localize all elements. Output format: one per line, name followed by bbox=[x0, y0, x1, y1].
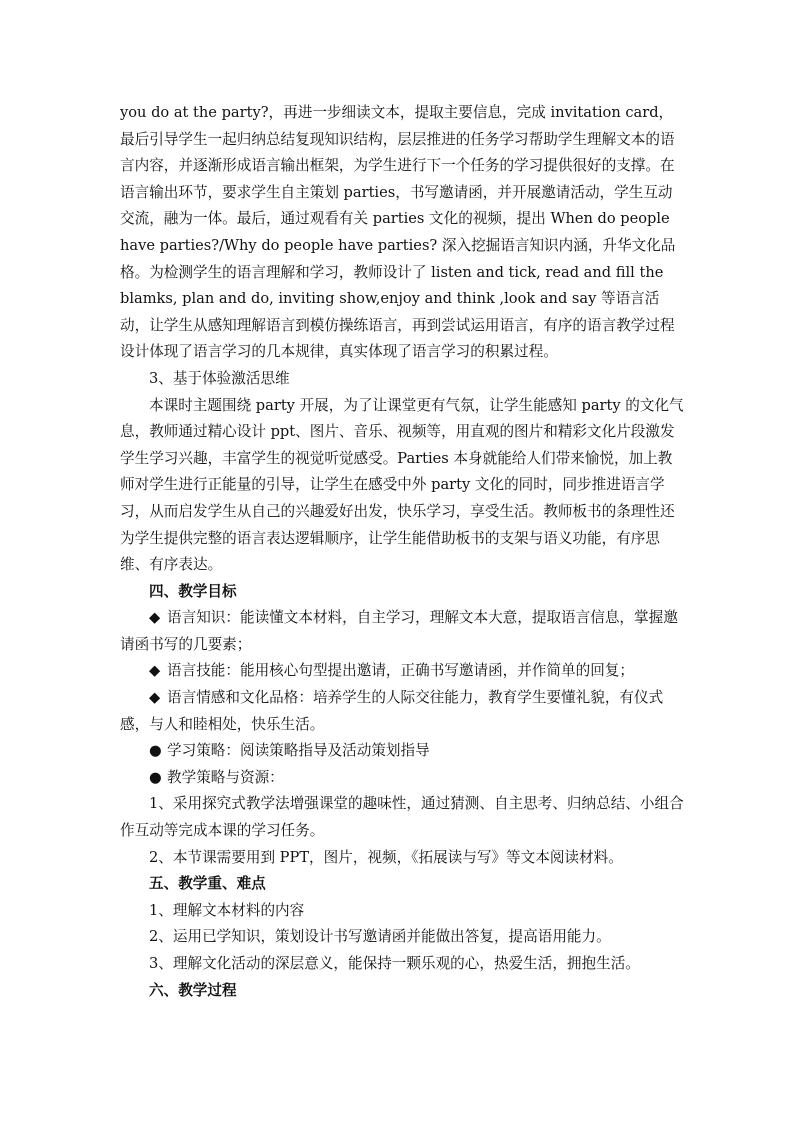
strategy-item-1: 1、采用探究式教学法增强课堂的趣味性，通过猜测、自主思考、归纳总结、小组合作互动等完成本课的学习任务。 bbox=[120, 795, 684, 840]
goal-text: 语言技能：能用核心句型提出邀请，正确书写邀请函，并作简单的回复； bbox=[167, 662, 635, 680]
document-body bbox=[120, 100, 686, 1004]
heading-teaching-goals: 四、教学目标 bbox=[149, 582, 237, 600]
heading-key-difficult-points: 五、教学重、难点 bbox=[149, 875, 266, 893]
heading-teaching-process: 六、教学过程 bbox=[149, 981, 237, 999]
goal-text: 教学策略与资源： bbox=[167, 768, 284, 786]
goal-emotion-culture bbox=[120, 685, 686, 738]
goal-text: 语言知识：能读懂文本材料，自主学习，理解文本大意，提取语言信息，掌握邀请函书写的几要素； bbox=[120, 609, 678, 653]
goal-teaching-strategy bbox=[120, 765, 686, 792]
key-point-2: 2、运用已学知识，策划设计书写邀请函并能做出答复，提高语用能力。 bbox=[149, 928, 611, 946]
diamond-bullet-icon: ◆ bbox=[149, 609, 161, 627]
paragraph-text-analysis: you do at the party?，再进一步细读文本，提取主要信息，完成 invitation card，最后引导学生一起归纳总结复现知识结构，层层推进的任务学习帮助学生理解文本的语言内容，并逐渐形成语言输出框架，为学生进行下一个任务的学习提供很好的支撑。在语言输出环节，要求学生自主策划 parties，书写邀请函，并开展邀请活动，学生互动交流，融为一体。最后，通过观看有关 parties 文化的视频，提出 When do people have parties?/Why do people have parties? 深入挖掘语言知识内涵，升华文化品格。为检测学生的语言理解和学习，教师设计了 listen and tick, read and fill the blamks, plan and do, inviting show,enjoy and think ,look and say 等语言活动，让学生从感知理解语言到模仿操练语言，再到尝试运用语言，有序的语言教学过程设计体现了语言学习的几本规律，真实体现了语言学习的积累过程。 bbox=[120, 104, 676, 361]
diamond-bullet-icon: ◆ bbox=[149, 662, 161, 680]
diamond-bullet-icon: ◆ bbox=[149, 689, 161, 707]
strategy-item-2: 2、本节课需要用到 PPT，图片，视频，《拓展读与写》等文本阅读材料。 bbox=[149, 848, 623, 866]
goal-text: 语言情感和文化品格：培养学生的人际交往能力，教育学生要懂礼貌，有仪式感，与人和睦相处，快乐生活。 bbox=[120, 689, 664, 733]
key-point-1: 1、理解文本材料的内容 bbox=[149, 901, 305, 919]
goal-text: 学习策略：阅读策略指导及活动策划指导 bbox=[167, 742, 430, 760]
paragraph-party-theme: 本课时主题围绕 party 开展，为了让课堂更有气氛，让学生能感知 party 的文化气息，教师通过精心设计 ppt、图片、音乐、视频等，用直观的图片和精彩文化片段激发学生学习兴趣，丰富学生的视觉听觉感受。Parties 本身就能给人们带来愉悦，加上教师对学生进行正能量的引导，让学生在感受中外 party 文化的同时，同步推进语言学习，从而启发学生从自己的兴趣爱好出发，快乐学习，享受生活。教师板书的条理性还为学生提供完整的语言表达逻辑顺序，让学生能借助板书的支架与语义功能，有序思维、有序表达。 bbox=[120, 396, 684, 574]
section-item-experience: 3、基于体验激活思维 bbox=[149, 369, 290, 387]
goal-language-knowledge bbox=[120, 605, 686, 658]
dot-bullet-icon: ● bbox=[149, 742, 162, 760]
dot-bullet-icon: ● bbox=[149, 768, 162, 786]
goal-language-skills bbox=[120, 658, 686, 685]
goal-learning-strategy bbox=[120, 738, 686, 765]
key-point-3: 3、理解文化活动的深层意义，能保持一颗乐观的心，热爱生活，拥抱生活。 bbox=[149, 955, 640, 972]
